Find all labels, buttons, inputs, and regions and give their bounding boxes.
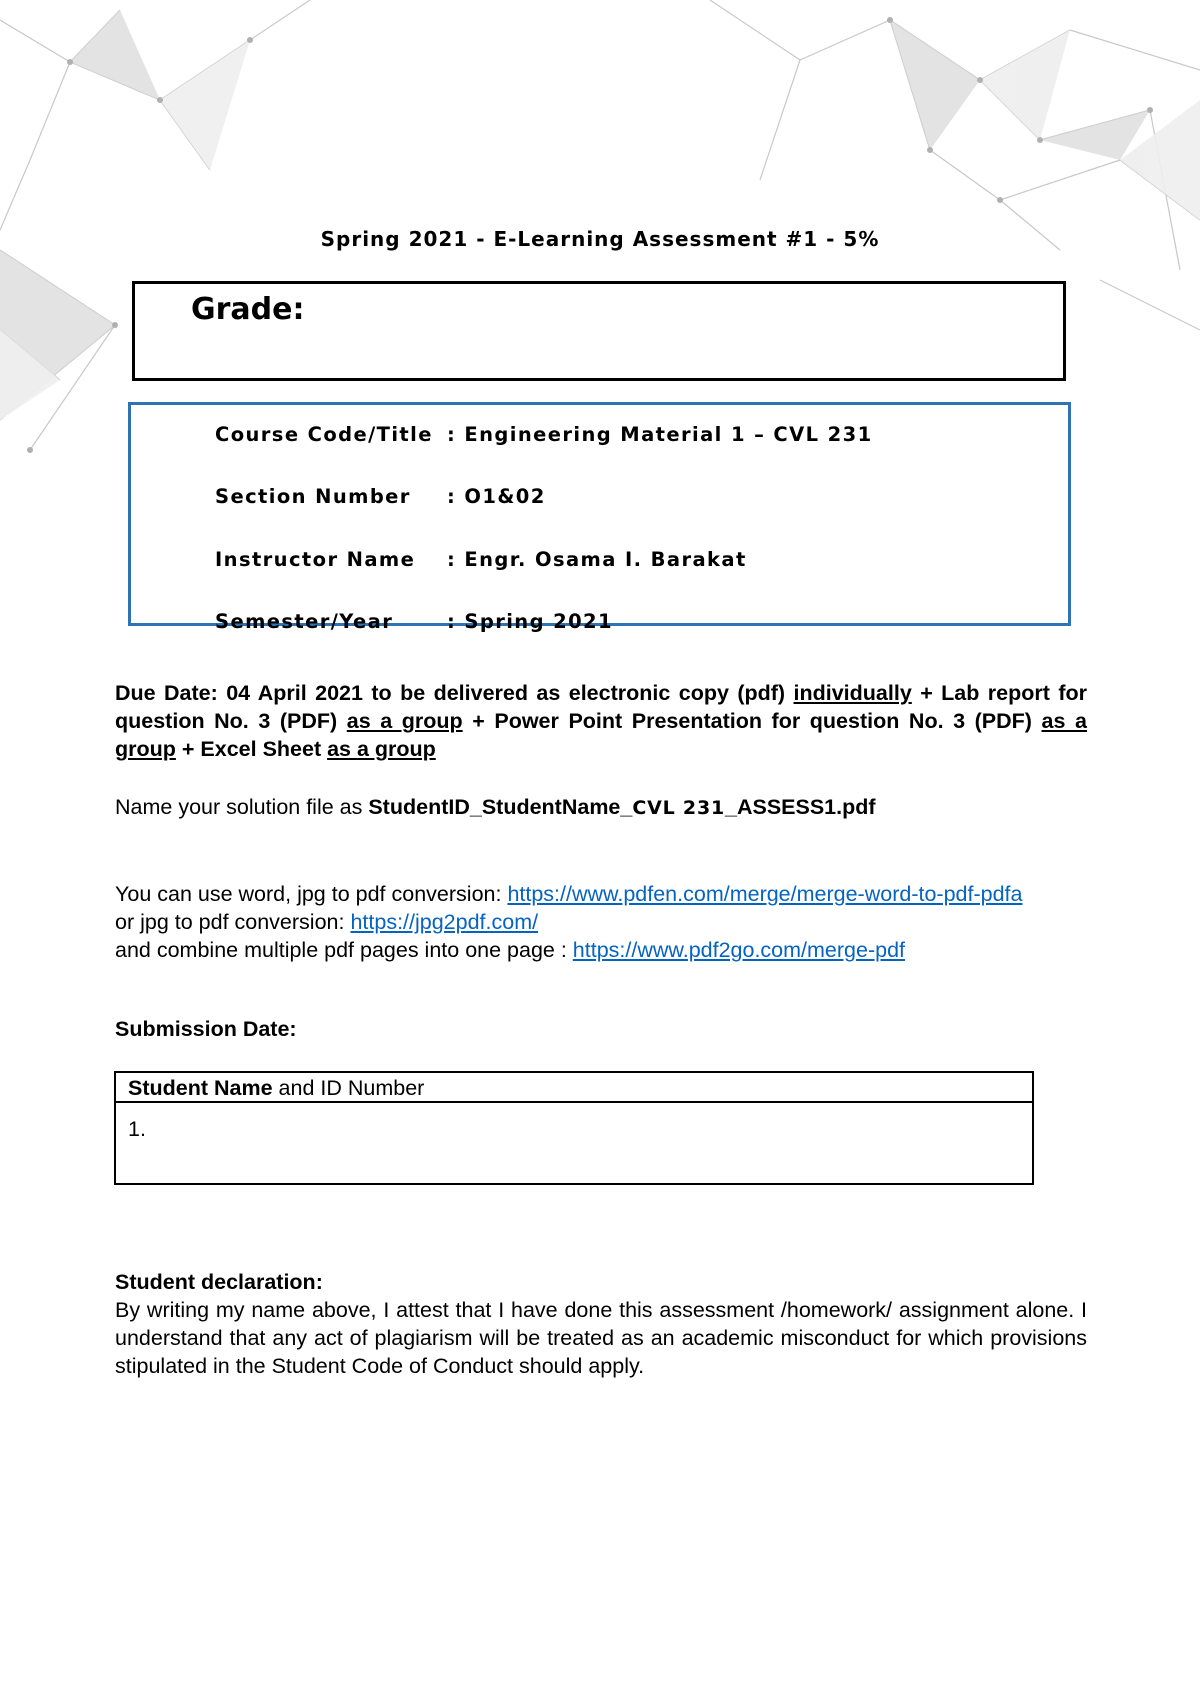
course-row-label: Instructor Name bbox=[215, 548, 416, 571]
assessment-title: Spring 2021 - E-Learning Assessment #1 - 5% bbox=[320, 227, 880, 251]
due-individually: individually bbox=[793, 681, 912, 705]
student-name-header: Student Name bbox=[128, 1076, 273, 1100]
due-text: + Lab report for question No. 3 (PDF) bbox=[115, 681, 1087, 733]
course-row-label: Section Number bbox=[215, 485, 411, 508]
pdf2go-link[interactable]: https://www.pdf2go.com/merge-pdf bbox=[572, 938, 906, 962]
due-group: as a group bbox=[346, 709, 463, 733]
conversion-links bbox=[115, 880, 1087, 964]
student-table-cell[interactable]: 1. bbox=[128, 1117, 146, 1141]
grade-label: Grade: bbox=[191, 292, 305, 327]
naming-course-code: CVL 231 bbox=[632, 797, 725, 819]
due-text: + Excel Sheet bbox=[175, 737, 328, 761]
declaration-body: By writing my name above, I attest that I have done this assessment /homework/ assignment alone. I understand that any act of plagiarism will be treated as an academic misconduct for which provisions stipulated in the Student Code of Conduct should apply. bbox=[115, 1298, 1087, 1378]
conversion-text: You can use word, jpg to pdf conversion: bbox=[115, 882, 508, 906]
course-row-label: Course Code/Title bbox=[215, 423, 433, 446]
due-group: as a group bbox=[115, 709, 1087, 761]
declaration-title: Student declaration: bbox=[115, 1270, 323, 1294]
conversion-text: and combine multiple pdf pages into one page : bbox=[115, 938, 573, 962]
course-row-value: : O1&02 bbox=[447, 485, 546, 508]
course-row-instructor bbox=[215, 548, 747, 571]
pdfen-link[interactable]: https://www.pdfen.com/merge/merge-word-to-pdf-pdfa bbox=[507, 882, 1023, 906]
file-naming-line bbox=[115, 793, 1087, 822]
course-row-code bbox=[215, 423, 873, 446]
student-table bbox=[114, 1071, 1034, 1185]
conversion-line-3 bbox=[115, 936, 1087, 964]
student-table-header bbox=[116, 1073, 1032, 1103]
conversion-line-2 bbox=[115, 908, 1087, 936]
course-row-section bbox=[215, 485, 546, 508]
grade-box bbox=[132, 281, 1066, 381]
due-date-paragraph bbox=[115, 679, 1087, 763]
conversion-line-1 bbox=[115, 880, 1087, 908]
course-info-box bbox=[128, 402, 1071, 633]
course-row-value: : Spring 2021 bbox=[447, 610, 613, 633]
course-row-semester bbox=[215, 610, 613, 633]
id-number-header: and ID Number bbox=[272, 1076, 425, 1100]
due-group: as a group bbox=[327, 737, 436, 761]
due-text: + Power Point Presentation for question No. 3 (PDF) bbox=[462, 709, 1042, 733]
course-row-value: : Engineering Material 1 – CVL 231 bbox=[447, 423, 873, 446]
due-text: 04 April 2021 to be delivered as electronic copy (pdf) bbox=[217, 681, 794, 705]
naming-part: StudentID_StudentName_ bbox=[368, 795, 633, 819]
course-row-value: : Engr. Osama I. Barakat bbox=[447, 548, 747, 571]
jpg2pdf-link[interactable]: https://jpg2pdf.com/ bbox=[350, 910, 539, 934]
naming-part: _ASSESS1.pdf bbox=[725, 795, 876, 819]
naming-prefix: Name your solution file as bbox=[115, 795, 369, 819]
due-date-label: Due Date: bbox=[115, 681, 218, 705]
conversion-text: or jpg to pdf conversion: bbox=[115, 910, 351, 934]
course-row-label: Semester/Year bbox=[215, 610, 394, 633]
submission-date-label: Submission Date: bbox=[115, 1017, 297, 1041]
